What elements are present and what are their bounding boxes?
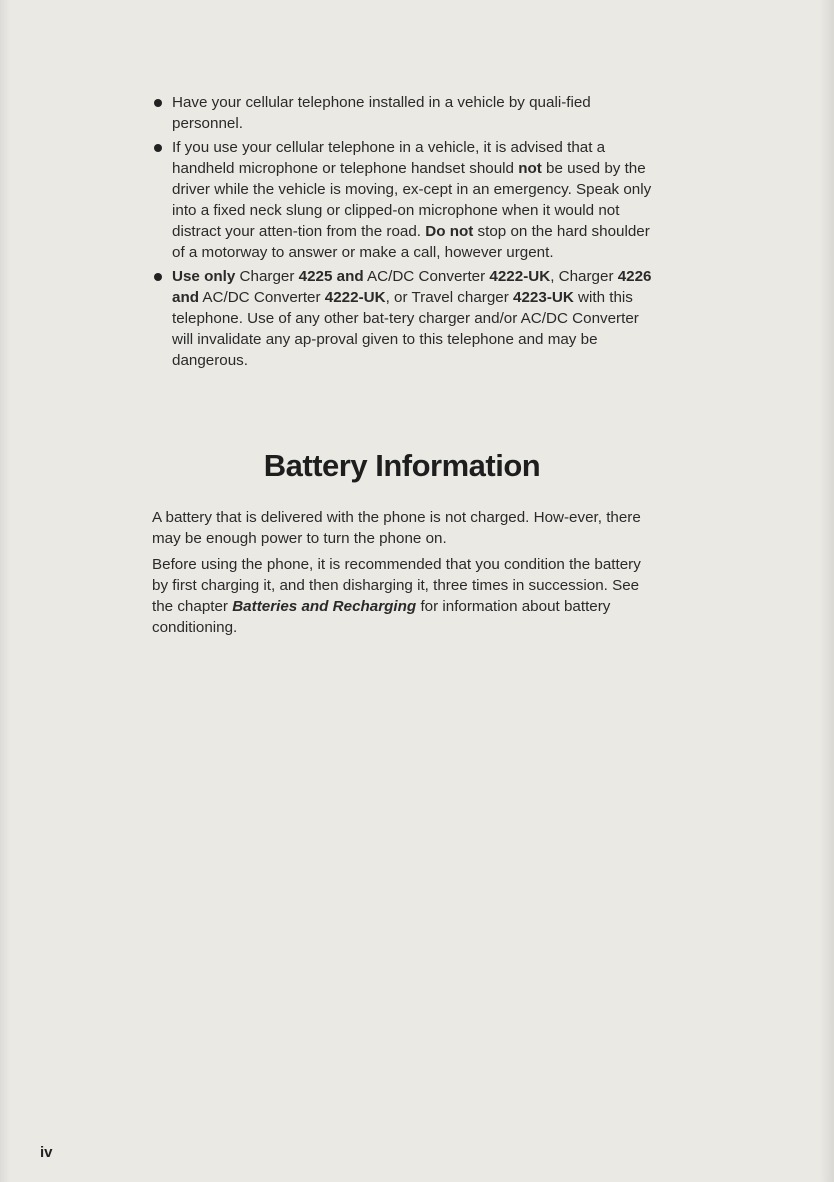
list-item bbox=[152, 266, 652, 371]
model-number: 4222-UK bbox=[324, 289, 386, 306]
bullet-text: , Charger bbox=[550, 268, 618, 285]
page-number: iv bbox=[40, 1144, 53, 1161]
model-number: 4222-UK bbox=[489, 268, 551, 285]
chapter-reference: Batteries and Recharging bbox=[232, 598, 417, 615]
bullet-dot-icon bbox=[154, 99, 162, 107]
conditioning-paragraph bbox=[152, 554, 652, 638]
safety-notes bbox=[152, 92, 652, 374]
bullet-dot-icon bbox=[154, 273, 162, 281]
section-heading: Battery Information bbox=[263, 448, 541, 483]
emphasis-text: Use only bbox=[172, 268, 236, 285]
bullet-list bbox=[152, 92, 652, 371]
battery-paragraph: A battery that is delivered with the phone is not charged. How-ever, there may be enough power to turn the phone on. bbox=[152, 509, 641, 547]
list-item bbox=[152, 137, 652, 263]
bullet-text: with this telephone. Use of any other bat-tery charger and/or AC/DC Converter will invalidate any ap-proval given to this telephone and may be dangerous. bbox=[172, 289, 639, 369]
bullet-text: Charger bbox=[235, 268, 299, 285]
bullet-text: AC/DC Converter bbox=[363, 268, 490, 285]
bullet-text: Have your cellular telephone installed in a vehicle by quali-fied personnel. bbox=[172, 94, 591, 132]
bullet-text: , or Travel charger bbox=[385, 289, 514, 306]
model-number: 4225 and bbox=[298, 268, 364, 285]
emphasis-text: not bbox=[518, 160, 542, 177]
paragraph-text: for information about battery conditioning. bbox=[152, 598, 611, 636]
paragraph-text: Before using the phone, it is recommended that you condition the battery by first charging it, and then disharging it, three times in succession. See the chapter bbox=[152, 556, 641, 615]
model-number: 4226 and bbox=[172, 268, 652, 306]
bullet-text: be used by the driver while the vehicle is moving, ex-cept in an emergency. Speak only into a fixed neck slung or clipped-on microphone when it would not distract your atten-tion from the road. bbox=[172, 160, 652, 240]
bullet-text: If you use your cellular telephone in a vehicle, it is advised that a handheld microphone or telephone handset should bbox=[172, 139, 606, 177]
emphasis-text: Do not bbox=[425, 223, 474, 240]
bullet-text: AC/DC Converter bbox=[199, 289, 325, 306]
model-number: 4223-UK bbox=[513, 289, 574, 306]
list-item bbox=[152, 92, 652, 134]
bullet-text: stop on the hard shoulder of a motorway to answer or make a call, however urgent. bbox=[172, 223, 650, 261]
bullet-dot-icon bbox=[154, 144, 162, 152]
